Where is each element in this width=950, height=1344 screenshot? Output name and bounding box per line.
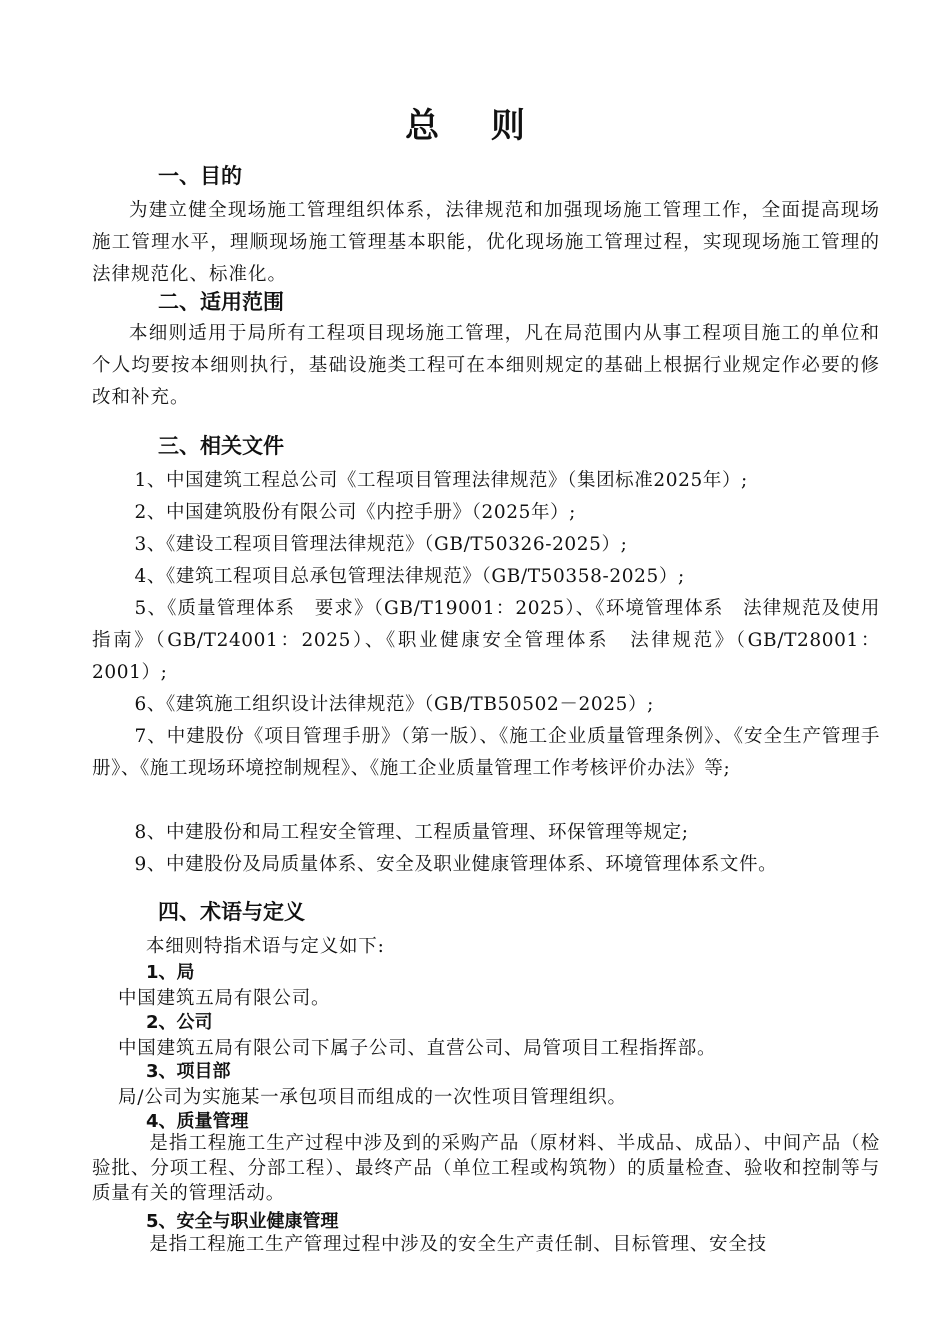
related-doc-item: 6、《建筑施工组织设计法律规范》（GB/TB50502－2025）; — [134, 694, 654, 715]
term-title: 2、公司 — [146, 1012, 213, 1033]
related-doc-item: 8、中建股份和局工程安全管理、工程质量管理、环保管理等规定; — [134, 822, 689, 843]
term-definition: 是指工程施工生产管理过程中涉及的安全生产责任制、目标管理、安全技 — [149, 1234, 767, 1255]
scope-paragraph: 本细则适用于局所有工程项目现场施工管理，凡在局范围内从事工程项目施工的单位和个人均要按本细则执行，基础设施类工程可在本细则规定的基础上根据行业规定作必要的修改和补充。 — [92, 323, 880, 408]
related-doc-item: 7、中建股份《项目管理手册》（第一版）、《施工企业质量管理条例》、《安全生产管理手册》、《施工现场环境控制规程》、《施工企业质量管理工作考核评价办法》等; — [92, 726, 880, 779]
term-definition: 中国建筑五局有限公司下属子公司、直营公司、局管项目工程指挥部。 — [118, 1038, 717, 1059]
purpose-paragraph: 为建立健全现场施工管理组织体系，法律规范和加强现场施工管理工作，全面提高现场施工管理水平，理顺现场施工管理基本职能，优化现场施工管理过程，实现现场施工管理的法律规范化、标准化。 — [92, 200, 880, 285]
term-title: 4、质量管理 — [146, 1111, 249, 1132]
term-definition: 中国建筑五局有限公司。 — [118, 988, 331, 1009]
section-heading-purpose: 一、目的 — [158, 164, 242, 188]
page-title: 总 则 — [405, 106, 545, 146]
related-doc-item: 1、中国建筑工程总公司《工程项目管理法律规范》（集团标准2025年）; — [134, 470, 748, 491]
term-title: 1、局 — [146, 962, 195, 983]
term-title: 5、安全与职业健康管理 — [146, 1211, 339, 1232]
term-definition: 是指工程施工生产过程中涉及到的采购产品（原材料、半成品、成品）、中间产品（检验批、分项工程、分部工程）、最终产品（单位工程或构筑物）的质量检查、验收和控制等与质量有关的管理活动。 — [92, 1133, 880, 1204]
related-doc-item: 4、《建筑工程项目总承包管理法律规范》（GB/T50358-2025）; — [134, 566, 685, 587]
term-title: 3、项目部 — [146, 1061, 231, 1082]
term-definition: 局/公司为实施某一承包项目而组成的一次性项目管理组织。 — [118, 1087, 627, 1108]
related-doc-item: 5、《质量管理体系 要求》（GB/T19001：2025）、《环境管理体系 法律规范及使用指南》（GB/T24001：2025）、《职业健康安全管理体系 法律规范》（GB/T28001：2001）; — [92, 598, 880, 683]
section-heading-terms: 四、术语与定义 — [158, 900, 305, 924]
section-heading-related-docs: 三、相关文件 — [158, 434, 284, 458]
section-heading-scope: 二、适用范围 — [158, 290, 284, 314]
related-doc-item: 3、《建设工程项目管理法律规范》（GB/T50326-2025）; — [134, 534, 628, 555]
related-doc-item: 2、中国建筑股份有限公司《内控手册》（2025年）; — [134, 502, 576, 523]
related-doc-item: 9、中建股份及局质量体系、安全及职业健康管理体系、环境管理体系文件。 — [134, 854, 778, 875]
terms-intro: 本细则特指术语与定义如下: — [146, 936, 385, 957]
